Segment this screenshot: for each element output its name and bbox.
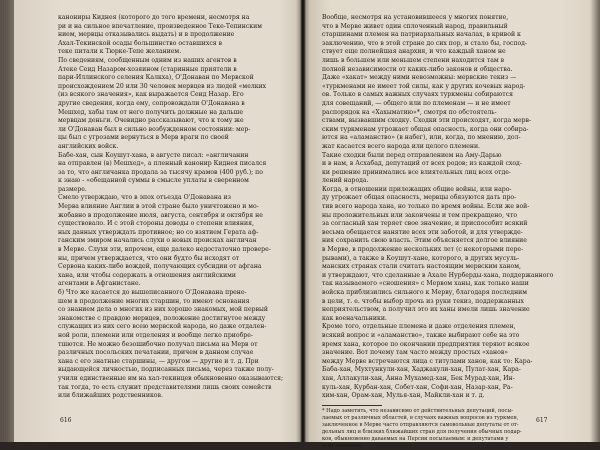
text-line: служащих из них сего всею мервской народа, но даже отдален- — [58, 323, 267, 331]
text-line: теке питали к Тюрке-Тепе желанием. — [58, 48, 182, 56]
text-line: весьма обещается нанятие всех эти заботой, и для утвержде- — [322, 228, 523, 236]
text-line: и утверждают, что сделанные в Ахале Нурберды-хана, поддержанного — [322, 271, 554, 279]
text-line: мервцам деньги. Очевидно рассказывают, что к тому же — [58, 117, 244, 125]
text-line: хим-хан, Орам-хан, Мулья-хан, Майкли-хан и т. д. — [322, 392, 485, 400]
text-line: тив всего народа хана, но только по время войны. Если же вой- — [322, 203, 530, 211]
text-line: со знанием дела о многих из них хорошо знакомых, мой первый — [58, 306, 269, 314]
text-line: Мешхед, хабы там от него получить должные на дальше — [58, 108, 243, 116]
text-line: ду угрожает общая опасность, мервцы обязуются дать про- — [322, 194, 517, 202]
text-line: агентами в Афганистане. — [58, 280, 141, 288]
text-line: хана с его знатные старшины, — другом — другие и т. д. При — [58, 357, 259, 365]
text-line: происхождением 20 или 30 человек мервцев из людей «мелких — [58, 82, 267, 90]
text-line: на отправлен (в) Мешхед», а пленный канонир Киднея писался — [58, 160, 267, 168]
footnote-rule — [322, 405, 382, 406]
text-line: По сведениям, сообщенным одним из наших агентов в — [58, 56, 237, 64]
text-line: выдающейся личностью, подписанных письма, через также полу- — [58, 366, 274, 374]
text-line: что в Мерве живет один сплоченный народ, правильный — [322, 22, 508, 30]
book-gutter — [296, 0, 310, 442]
text-line: шем в продолжение многих старшин, то имеют основания — [58, 297, 250, 305]
text-line: в цели, т. е. чтобы выбор прочь из руки текиз, поддержанных — [322, 297, 524, 305]
text-line: ны, причем утверждается, что они будто бы исходят от — [58, 254, 240, 262]
text-line: Такие сходки были перед отправлением на Аму-Дарью — [322, 151, 502, 159]
text-line: Когда, в отношении прилежащих общие войны, или наро- — [322, 185, 512, 193]
text-line: ганским эмиром начались слухи о новых происках англичан — [58, 237, 257, 245]
text-line: за согласный хан теряет свое значение, и приспособит всякий — [322, 220, 528, 228]
text-line: ри и на сильное впечатление, произведенное Теке-Тепинским — [58, 22, 263, 30]
text-line: тшются. Не можно безошибочно получал письма на Мерв от — [58, 340, 258, 348]
text-line: Ахал-Текинской осады большинство оставшихся в — [58, 39, 223, 47]
text-line: Вообще, несмотря на установившееся у многих понятие, — [322, 14, 509, 21]
text-line: английских войск. — [58, 142, 119, 150]
text-line: ной роли, племени или отделения и вообще легко приобре- — [58, 331, 253, 339]
footnote — [322, 408, 554, 450]
text-line: ных данных утверждать противное; но со взятием Герата аф- — [58, 228, 259, 236]
text-line: учили единственные им на хал-текинцев обыкновенно оказываются; — [58, 374, 284, 382]
text-line: нием, мервцы отказывались выдать) и в продолжение — [58, 31, 235, 39]
text-line: за то, что англичанка продала за тысячу крамов (400 руб.); по — [58, 168, 263, 176]
text-line: старшинами племен на патриархальных началах, в кривой к — [322, 31, 521, 39]
text-line: Смело утверждаю, что в эпох отъезда О'Донавана из — [58, 194, 231, 202]
text-line: всякий вопрос и «аламанство», также выбирают себе на это — [322, 331, 520, 339]
text-line: ков, обыкновенно даваемых на Персии посылаемым: и депутатами у — [322, 435, 509, 442]
text-line: и в нам, в Асхабад, депутаций от всех родов; из каждой сход- — [322, 160, 522, 168]
text-line: лишь в большем или меньшем степени находится там в — [322, 56, 505, 64]
text-line: или ближайших родственников. — [58, 392, 163, 400]
text-line: Сервона каких-либо вождей, получающих субсидии от афгана — [58, 263, 262, 271]
text-line: войска приблизились сильного к Мерву, благодаря последним — [322, 289, 528, 296]
text-line: ствами, вызвавшим сходку. Сходки эти происходят, когда мерв- — [322, 117, 532, 125]
text-line: ли О'Донаван был в сильно возбужденном состоянии: мер- — [58, 125, 251, 133]
text-line: между Мерве встречаются лица с титулами ханов, как то: Кара- — [322, 357, 533, 365]
text-line: так тогда, то есть служит представителями лишь своих семейств — [58, 383, 272, 391]
text-line: неприятельством, а получил это их ханы имели лишь значение — [322, 306, 530, 314]
text-line: заключенное в Мерве часто отправляются самовольные депутаты от от- — [322, 421, 519, 428]
text-line: цы был с угрозами вернуться в Мерв враги по своей — [58, 134, 229, 142]
left-page-text — [58, 14, 282, 401]
text-line: для совещаний, — общего или по племенам — и не имеет — [322, 99, 511, 107]
text-line: рывами), а также в Коушут-хане, которого, в других мусуль- — [322, 254, 520, 262]
text-line: ны проложительных или закончены и тем прекращено, что — [322, 211, 518, 219]
text-line: размере. — [58, 185, 87, 193]
text-line: ским туркменам угрожает общая опасность, когда они собира- — [322, 125, 529, 133]
page-edges — [0, 0, 14, 442]
page-number-left: 616 — [60, 417, 72, 424]
text-line: лений народа. — [322, 177, 369, 185]
text-line: распорядок на «Хахыматию»*, смотря по обстоятель- — [322, 108, 497, 116]
text-line: как военачальники. — [322, 314, 387, 322]
text-line: дельных лиц и близких ближайших стран для получения обычных подар- — [322, 428, 522, 435]
text-line: существовало. И с этой стороны доводы о степени влияния, — [58, 220, 254, 228]
left-page — [58, 14, 282, 401]
text-line: Даже «хакат» между ними невозможны: мервские текиз — — [322, 74, 517, 82]
text-line: в Мерве, в продолжение нескольких лет (с некоторыми пере- — [322, 246, 524, 254]
text-line: ются на «аламанство» (в набег), или, когда, по мнению, дол- — [322, 134, 521, 142]
text-line: куль-хан, Курбан-хан, Собет-хан, Софи-хан, Назар-хан, Ра- — [322, 383, 513, 391]
text-line: знакомстве с правдою мервцев, положение достигнутое между — [58, 314, 266, 322]
text-line: ки решение принимались все влиятельных лиц всех отде- — [322, 168, 511, 176]
text-line: пари-Иллинского селения Калкха), О'Донаван по Мервской — [58, 74, 254, 82]
text-line: хан, Аллакули-хан, Анна Мухамед-хан, Бек Мурад-хан, Ин- — [322, 374, 515, 382]
text-line: Мерва влияние Англии в этой стране было уничтожено и мо- — [58, 203, 259, 211]
text-line: жат касается всего народа или целого племени. — [322, 142, 480, 150]
right-page-text — [322, 14, 554, 401]
page-number-right: 617 — [536, 417, 548, 424]
text-line: Кроме того, отдельные племена и даже отделения племен, — [322, 323, 516, 331]
text-line: всех знакомых. — [322, 442, 364, 449]
text-line: ния сохранить свою власть. Этим объясняется долгое влияние — [322, 237, 527, 245]
text-line: другие сведения, когда ему, сопровождали О'Донавана в — [58, 99, 245, 107]
text-line: * Надо заметить, что независимо от действительных депутаций, посы- — [322, 407, 514, 414]
text-line: заключению, что в этой стране до сих пор, и стало бы, господ- — [322, 39, 528, 47]
text-line: жобавно в продолжение июля, августа, сентября и октября не — [58, 211, 263, 219]
text-line: манских странах стали считать настоящим мервским ханом, — [322, 263, 521, 271]
text-line: время хана, которое по окончании предприятия теряют всякое — [322, 340, 530, 348]
text-line: б) Что же касается до вышеписанного О'Донавана прене- — [58, 289, 247, 296]
text-line: различных посольских печатании, причем в данном случае — [58, 349, 254, 357]
text-line: к знаю - «обещанной суммы в смысле уплаты в сверенном — [58, 177, 249, 185]
text-line: канониры Киднея (которого до того времени, несмотря на — [58, 14, 250, 21]
text-line: значение. Вот почему там часто между простых «ханов» — [322, 349, 509, 357]
text-line: в Мерве. Слухи эти, впрочем, еще далеко недостаточно провере- — [58, 246, 271, 254]
text-line: лаемых от различных областей, в случаях важных вопросов из туркмен, — [322, 414, 519, 421]
text-line: (из всякого значения», как выражается Сеид Назар. Его — [58, 91, 244, 99]
right-page — [322, 14, 554, 450]
text-line: Баба-хан, Мухтункули-хан, Хаджакули-хан, Пулат-хан, Кара- — [322, 366, 521, 374]
text-line: хана, или чтобы содержать в отношения английскими — [58, 271, 236, 279]
text-line: Атеке Сеид Назаром-хозяином (старинные приятели в — [58, 65, 237, 73]
text-line: ствует еще полнейшая анархия, и что каждый ханом не — [322, 48, 506, 56]
text-line: «туркменами не имеет той силы, как у других кочевых народ- — [322, 82, 526, 90]
text-line: Бабе-хан, сын Коушут-хана, в августе писал: «англичанин — [58, 151, 249, 159]
text-line: ов. Только в самых важных случаях туркмены собираются — [322, 91, 513, 99]
text-line: так называемого «сношения» с Мервом ханы, как только наши — [322, 280, 529, 288]
text-line: полной независимости от каких-либо законов и общества. — [322, 65, 513, 73]
